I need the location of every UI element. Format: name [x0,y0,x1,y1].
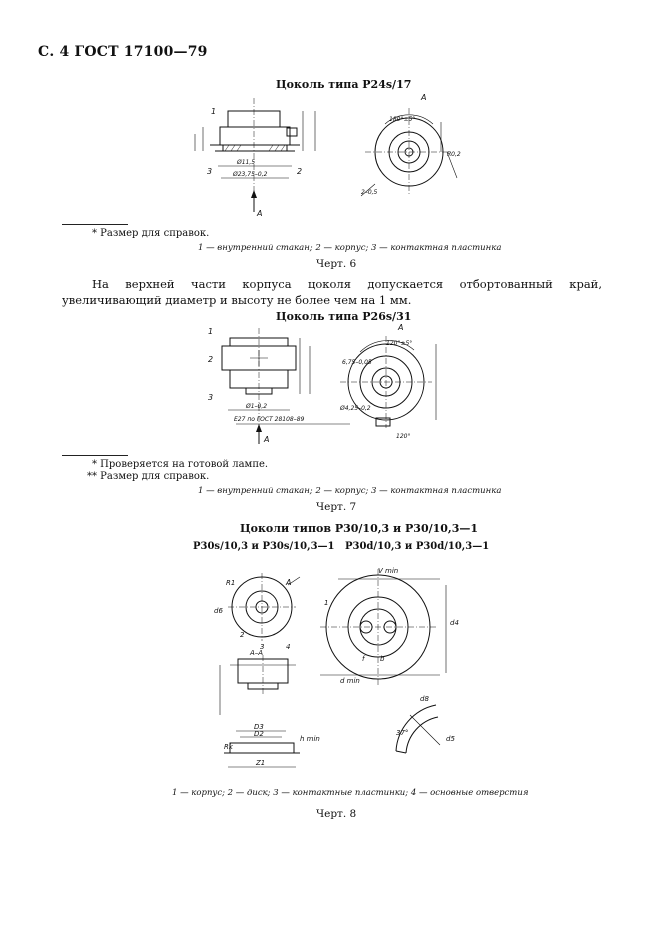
p30-dim-f: f [362,655,365,663]
body-paragraph: На верхней части корпуса цоколя допускается отбортованный край, увеличивающий диаметр и высоту не более чем на 1 мм. [62,277,602,307]
p24-dim-d23-75: Ø23,75–0,2 [233,171,268,178]
p26-dim-d4-25: Ø4,25–0,2 [340,405,371,412]
figure8-drawing [200,555,470,780]
p24-view-label: А [421,93,427,102]
p26-dim-d1: 6,75–0,05 [342,359,372,366]
figure8-subtitle-right: P30d/10,3 и P30d/10,3—1 [345,541,490,552]
figure6-drawing [185,86,475,228]
p24-callout-3: 3 [207,167,213,176]
figure8-subtitle-left: P30s/10,3 и P30s/10,3—1 [193,541,335,552]
p30-dim-vmin: V min [378,567,399,575]
p24-dim-2-05: 2–0,5 [361,189,378,196]
p30s-callout-2: 2 [240,631,245,639]
p26-arrow-label: А [264,435,270,444]
p24-front-view [361,93,461,196]
p30d-callout-1: 1 [324,599,329,607]
p30-dim-d4: d4 [450,619,459,627]
p30d-detail [396,695,455,753]
footnote-rule-7 [62,455,128,456]
p30-section-label: А–А [250,649,264,657]
p26-dim-d13: Ø1–0,2 [246,403,268,410]
p30-dim-d8: d8 [420,695,429,703]
p30-dim-b: b [380,655,385,663]
figure6-legend: 1 — внутренний стакан; 2 — корпус; 3 — контактная пластинка [198,243,502,253]
page-header: С. 4 ГОСТ 17100—79 [38,44,208,60]
figure7-footnote-2: ** Размер для справок. [87,471,210,482]
p24-side-view [195,98,315,218]
p30-dim-r1: R1 [226,579,236,587]
figure6-title: Цоколь типа P24s/17 [276,78,412,91]
p30-dim-dmin: d min [340,677,360,685]
p30-dim-rk: Rk [224,743,233,751]
p30s-callout-3: 3 [260,643,265,651]
p24-dim-180: 180°±5° [389,116,416,123]
p26-callout-1: 1 [208,327,214,336]
figure7-drawing [200,320,470,450]
p30s-callout-4: 4 [286,643,291,651]
p26-front-view [339,323,436,440]
p30-view-label: А [286,578,292,587]
p30d-face-view [320,567,459,685]
p24-callout-2: 2 [297,167,303,176]
p30-dim-d5: d5 [446,735,455,743]
figure6-footnote: * Размер для справок. [92,228,210,239]
figure8-caption: Черт. 8 [316,808,357,820]
figure7-title: Цоколь типа P26s/31 [276,310,412,323]
figure7-legend: 1 — внутренний стакан; 2 — корпус; 3 — контактная пластинка [198,486,502,496]
figure8-title: Цоколи типов P30/10,3 и P30/10,3—1 [240,522,479,535]
p26-dim-120b: 120° [396,433,411,440]
p24-arrow-label: А [257,209,263,218]
figure7-caption: Черт. 7 [316,501,357,513]
p26-dim-e27: E27 по ГОСТ 28108–89 [234,416,305,423]
p30-dim-37: 37° [396,729,409,737]
p24-callout-1: 1 [211,107,217,116]
p24-dim-d11-5: Ø11,5 [237,159,256,166]
p24-dim-r02: R0,2 [447,151,461,158]
p30-dim-d6: d6 [214,607,223,615]
p26-side-view [208,327,350,444]
p30-dim-z1: Z1 [256,759,266,767]
p26-callout-3: 3 [208,393,214,402]
figure7-footnote-1: * Проверяется на готовой лампе. [92,459,269,470]
figure8-legend: 1 — корпус; 2 — диск; 3 — контактные пластинки; 4 — основные отверстия [172,788,529,798]
p30s-face-view [214,573,300,651]
p26-dim-120: 120°±5° [386,340,413,347]
figure6-caption: Черт. 6 [316,258,357,270]
p30-dim-d2: D2 [254,730,264,738]
p26-callout-2: 2 [208,355,214,364]
p30s-section-aa [220,649,296,715]
footnote-rule-6 [62,224,128,225]
p26-view-label: А [398,323,404,332]
p30-dim-hmin: h min [300,735,320,743]
p30-dim-d3: D3 [254,723,264,731]
p30s-profile [224,723,320,767]
